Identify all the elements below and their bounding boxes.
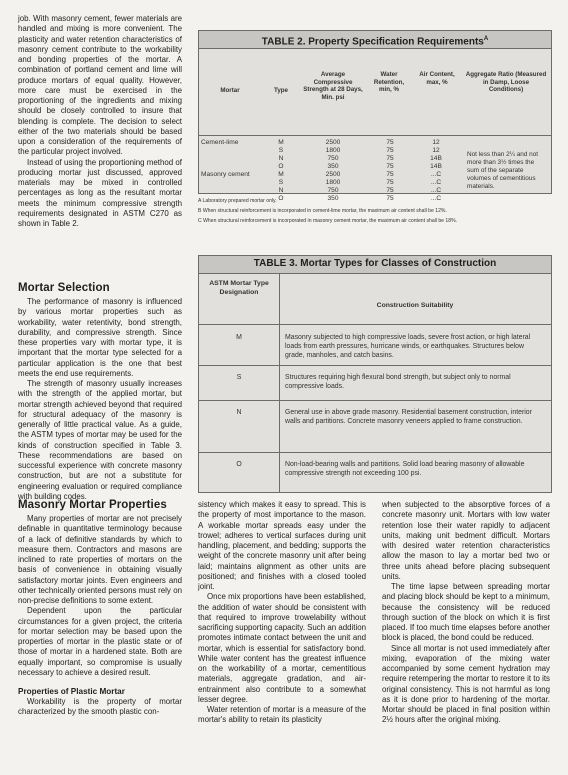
body-paragraph: Since all mortar is not used immediately after mixing, evaporation of the mixing water accompanied by some cement hydration may require retempering the mortar to restore it to its original consistency. This is not harmful as long as it is done prior to hardening of the mortar. Mortar should be placed in final position within 2½ hours after the original mixing.: [382, 643, 550, 725]
cell-strength: 2500: [325, 139, 341, 146]
cell-air: 14B: [430, 155, 442, 162]
section-heading: Masonry Mortar Properties: [18, 499, 167, 511]
body-paragraph: Workability is the property of mortar characterized by the smooth plastic con-: [18, 697, 182, 717]
header-type-designation: ASTM Mortar Type Designation: [209, 280, 269, 296]
cell-mortar: Cement-lime: [201, 139, 239, 146]
mortar-properties-section: [18, 498, 182, 718]
cell-type: S: [278, 147, 284, 154]
cell-strength: 2500: [325, 171, 341, 178]
mortar-selection-section: [18, 281, 182, 502]
body-paragraph: Many properties of mortar are not precisely definable in quantitative terminology because of a lack of definitive standards by which to measure them. Contractors and masons are inclined to rate properties of mortars on the basis of convenience in obtaining visually satisfactory mortar joints. Even engineers and other technically oriented persons must rely on non-precise definitions to some extent.: [18, 514, 182, 605]
body-paragraph: job. With masonry cement, fewer materials are handled and mixing is more convenient. The plasticity and water retention characteristics of masonry cement contribute to the workability and bonding properties of the mortar. A combination of portland cement and lime will produce mortars of equal quality. However, more care must be exercised in the proportioning of the ingredients and mixing should be closely controlled to insure that blending is complete. The decision to select either of the two materials should be based upon a consideration of the requirements of the particular project involved.: [18, 14, 182, 157]
table-mortar-types: [198, 255, 552, 493]
header-type: Type: [274, 87, 288, 94]
body-paragraph: The performance of masonry is influenced by various mortar properties such as workability, water retentivity, bond strength, durability, and compressive strength. Since these properties vary with mortar type, it is important that the mortar type selected for a particular application is the one that best meets the end use requirements.: [18, 297, 182, 378]
cell-water: 75: [386, 187, 394, 194]
cell-air: ...C: [430, 195, 442, 202]
cell-water: 75: [386, 195, 394, 202]
cell-strength: 1800: [325, 147, 341, 154]
table-row: [199, 325, 551, 366]
cell-mortar-type: O: [236, 461, 242, 468]
body-paragraph: The strength of masonry usually increases with the strength of the applied mortar, but mortar strength achieved beyond that required for structural adequacy of the masonry is generally of little practical value. As a guide, the ASTM types of mortar may be used for the kinds of construction specified in Table 3. These recommendations are based on successful experience with concrete masonry construction, but are not a substitute for engineering evaluation or required compliance with building codes.: [18, 379, 182, 501]
cell-mortar: Masonry cement: [201, 171, 250, 178]
body-paragraph: The time lapse between spreading mortar and placing block should be kept to a minimum, because the consistency will be reduced through suction of the block on which it is first placed. If too much time elapses before another block is placed, the bond could be reduced.: [382, 582, 550, 643]
cell-air: ...C: [430, 179, 442, 186]
footnote: A Laboratory prepared mortar only.: [198, 198, 277, 204]
cell-mortar-type: S: [236, 374, 242, 381]
header-construction-suitability: Construction Suitability: [376, 302, 454, 309]
cell-water: 75: [386, 147, 394, 154]
cell-type: N: [278, 155, 284, 162]
cell-air: 14B: [430, 163, 442, 170]
cell-mortar-type: N: [236, 409, 242, 416]
left-column: [18, 14, 182, 229]
cell-mortar-type: M: [236, 334, 242, 341]
cell-type: M: [278, 139, 284, 146]
cell-air: ...C: [430, 171, 442, 178]
cell-strength: 350: [327, 195, 339, 202]
table-title: TABLE 3. Mortar Types for Classes of Construction: [199, 256, 551, 274]
middle-column: [198, 500, 366, 726]
cell-suitability: Non-load-bearing walls and partitions. Solid load bearing masonry of allowable compressive strength not exceeding 100 psi.: [285, 461, 525, 477]
header-strength: Average Compressive Strength at 28 Days, Min. psi: [303, 71, 363, 101]
table-row: [199, 365, 551, 401]
table-row: [199, 400, 551, 453]
cell-type: O: [278, 195, 284, 202]
body-paragraph: sistency which makes it easy to spread. This is the property of most importance to the mason. A workable mortar spreads easy under the trowel; adheres to vertical surfaces during unit handling, placement, and bedding; supports the weight of the concrete masonry unit after being laid; maintains alignment as other units are positioned; and finishes with a closed tooled joint.: [198, 500, 366, 591]
cell-water: 75: [386, 163, 394, 170]
cell-suitability: Masonry subjected to high compressive loads, severe frost action, or high lateral loads from earth pressures, hurricane winds, or earthquakes. Structures below grade, manholes, and catch basins.: [285, 334, 531, 359]
cell-type: S: [278, 179, 284, 186]
cell-water: 75: [386, 155, 394, 162]
cell-air: ...C: [430, 187, 442, 194]
footnote: B When structural reinforcement is incorporated in cement-lime mortar, the maximum air content shall be 12%.: [198, 208, 447, 214]
cell-strength: 1800: [325, 179, 341, 186]
body-paragraph: when subjected to the absorptive forces of a concrete masonry unit. Mortars with low water retention lose their water rapidly to adjacent units, making unit bedment difficult. Mortars with desired water retention characteristics allow the mason to lay a mortar bed two or three units ahead before placing subsequent units.: [382, 500, 550, 581]
header-air-content: Air Content, max, %: [419, 71, 455, 86]
aggregate-note: Not less than 2¼ and not more than 3½ times the sum of the separate volumes of cementitious materials.: [467, 151, 539, 190]
cell-strength: 350: [327, 163, 339, 170]
cell-water: 75: [386, 171, 394, 178]
cell-strength: 750: [327, 155, 339, 162]
cell-water: 75: [386, 139, 394, 146]
header-aggregate-ratio: Aggregate Ratio (Measured in Damp, Loose Conditions): [465, 71, 547, 93]
right-column: [382, 500, 550, 726]
cell-suitability: General use in above grade masonry. Residential basement construction, interior walls and partitions. Concrete masonry veneers applied to frame construction.: [285, 409, 532, 425]
cell-type: M: [278, 171, 284, 178]
body-paragraph: Once mix proportions have been established, the addition of water should be consistent with that required to improve trowelability without sacrificing supporting capacity. Such an addition promotes intimate contact between the unit and mortar, which is essential for satisfactory bond. While water content has the greatest influence on the workability of a mortar, cementitious materials, aggregate gradation, and air-entrainment also contribute to a somewhat lesser degree.: [198, 592, 366, 704]
cell-type: O: [278, 163, 284, 170]
header-mortar: Mortar: [220, 87, 240, 94]
table-header: [199, 274, 551, 325]
table-title: TABLE 2. Property Specification Requirements$^A$: [199, 31, 551, 49]
cell-water: 75: [386, 179, 394, 186]
subsection-heading: Properties of Plastic Mortar: [18, 687, 125, 696]
header-water-retention: Water Retention, min, %: [373, 71, 405, 93]
cell-strength: 750: [327, 187, 339, 194]
footnote: C When structural reinforcement is incorporated in masonry cement mortar, the maximum air content shall be 18%.: [198, 218, 458, 224]
section-heading: Mortar Selection: [18, 282, 110, 294]
cell-type: N: [278, 187, 284, 194]
cell-air: 12: [432, 139, 440, 146]
table-row: [199, 452, 551, 491]
body-paragraph: Instead of using the proportioning method of producing mortar just discussed, approved materials may be mixed in controlled percentages as long as the resultant mortar meets the minimum compressive strength requirements designated in ASTM C270 as shown in Table 2.: [18, 157, 182, 228]
body-paragraph: Water retention of mortar is a measure of the mortar's ability to retain its plasticity: [198, 705, 366, 725]
cell-suitability: Structures requiring high flexural bond strength, but subject only to normal compressive loads.: [285, 374, 511, 390]
cell-air: 12: [432, 147, 440, 154]
table-header: [199, 49, 551, 136]
body-paragraph: Dependent upon the particular circumstances for a given project, the criteria for mortar selection may be based upon the properties of mortar in the plastic state or of those of mortar in a hardened state. Both are equally important, so compromise is usually necessary to achieve a desired result.: [18, 606, 182, 677]
